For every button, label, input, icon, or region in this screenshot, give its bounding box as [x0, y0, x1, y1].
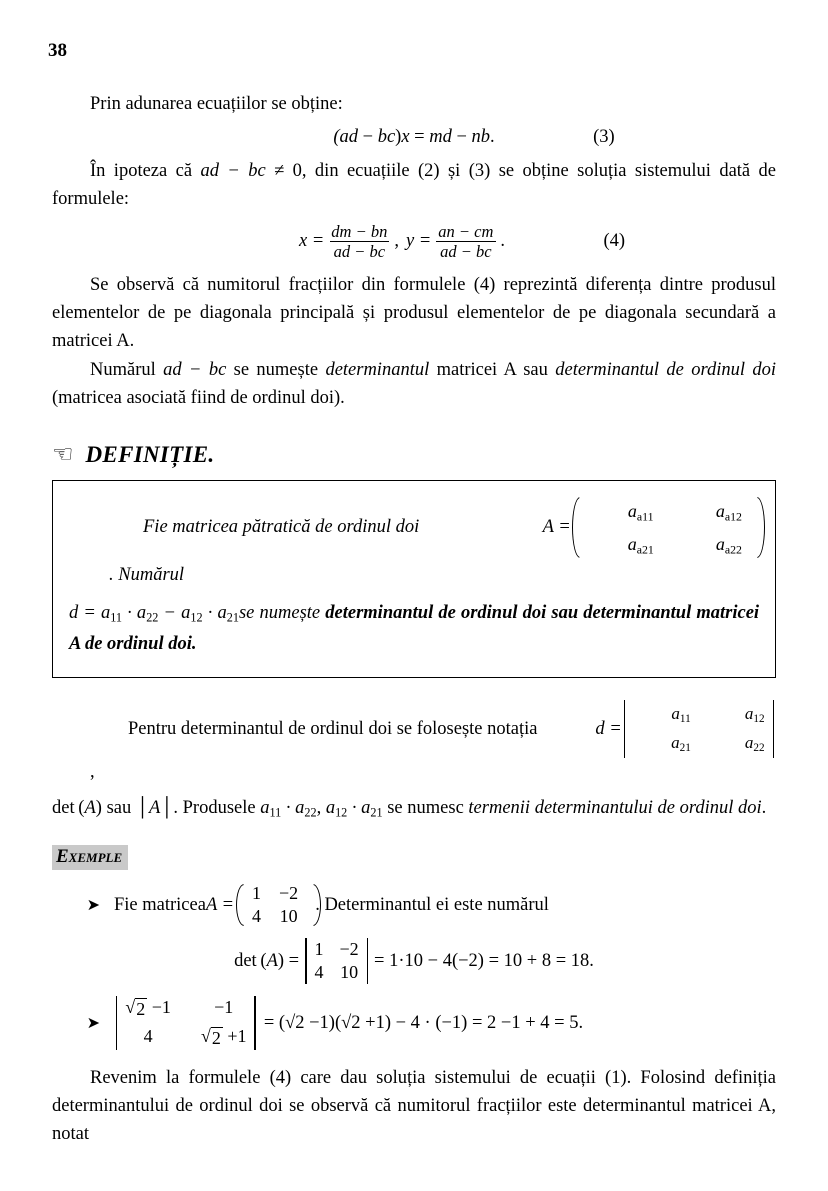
- equation-4-number: (4): [603, 231, 626, 252]
- definition-box: [52, 480, 776, 678]
- example-1-computation: det (A) = 1 −2 4 10 = 1·10 − 4(−2) = 10 + 8 = 18.: [234, 939, 594, 983]
- equation-4-y-label: y =: [405, 231, 432, 252]
- fraction-x: $\frac{dm - bn}{ad - bc}$: [331, 222, 388, 262]
- paragraph-notation-cont: det (A) sau │A│. Produsele $a_{11} \cdot a_{22}$, $a_{12} \cdot a_{21}$ se numesc termenii determinantului de ordinul doi.: [52, 798, 767, 820]
- matrix-example-1: 1 −2 4 10: [235, 882, 315, 928]
- equation-3: [52, 127, 776, 148]
- equation-4: x = $\frac{dm - bn}{ad - bc}$ , y = $\frac{an - cm}{ad - bc}$ . (4): [298, 222, 626, 262]
- paragraph-closing: Revenim la formulele (4) care dau soluția sistemului de ecuații (1). Folosind definiția determinantului de ordinul doi se observă că numitorul fracțiilor este determinantul matricei A, notat: [52, 1068, 776, 1145]
- expr-ad-minus-bc: ad − bc: [200, 161, 266, 182]
- page-number: 38: [48, 40, 67, 61]
- left-paren: [571, 495, 582, 560]
- arrow-bullet-icon: ➤: [86, 897, 100, 915]
- definition-heading: [52, 442, 776, 468]
- arrow-bullet-icon: ➤: [86, 1015, 100, 1033]
- right-paren: [748, 495, 759, 560]
- definition-line-1: Fie matricea pătratică de ordinul doi A = $a_{a11}$ $a_{a12}$ $a_{a21}$ $a_{a22}$ . Numărul: [69, 495, 759, 592]
- absolute-value-notation: │A│: [135, 798, 174, 819]
- fraction-y: $\frac{an - cm}{ad - bc}$: [434, 222, 497, 261]
- matrix-A-general: $a_{a11}$ $a_{a12}$ $a_{a21}$ $a_{a22}$: [571, 495, 759, 560]
- determinant-bars-example-1: 1 −2 4 10: [303, 938, 370, 984]
- example-1: ➤ Fie matricea A = 1 −2 4 10 . Determinantul ei este numărul: [52, 882, 776, 928]
- determinant-bars-example-2: √ 2 −1 −1 4 √ 2 +1: [114, 996, 258, 1050]
- page-content: [52, 90, 776, 1150]
- paragraph-notation: Pentru determinantul de ordinul doi se folosește notația d = $a_{11}$ $a_{12}$ $a_{21}$ $a_{22}$ ,: [52, 700, 776, 786]
- examples-label: Exemple: [52, 845, 128, 870]
- equation-3-number: (3): [593, 127, 615, 148]
- paragraph-intro: Prin adunarea ecuațiilor se obține:: [90, 94, 343, 114]
- paragraph-hypothesis: În ipoteza că ad − bc ≠ 0, din ecuațiile (2) și (3) se obține soluția sistemului dată de formulele:: [52, 161, 777, 210]
- pointing-hand-icon: ☞: [52, 442, 74, 469]
- example-2: ➤ √ 2 −1 −1 4 √ 2 +1 = (√2 −1)(√2 +1) − 4 · (−1) = 2 −1 + 4 = 5.: [52, 996, 776, 1050]
- determinant-bars-notation: $a_{11}$ $a_{12}$ $a_{21}$ $a_{22}$: [622, 700, 776, 758]
- examples-section: [52, 823, 776, 876]
- definition-title: DEFINIȚIE.: [85, 442, 215, 468]
- equation-4-x-label: x =: [298, 231, 325, 252]
- paragraph-observation: Se observă că numitorul fracțiilor din formulele (4) reprezintă diferența dintre produsul elementelor de pe diagonala principală și produsul elementelor de pe diagonala secundară a matricei A.: [52, 274, 776, 351]
- definition-line-2: $d = a_{11} \cdot a_{22} - a_{12} \cdot a_{21}se$ numește determinantul de ordinul doi sau determinantul matricei A de ordinul doi.: [69, 602, 760, 655]
- equation-3-expression: (ad − bc)x = md − nb.: [333, 127, 495, 148]
- paragraph-number-definition: Numărul ad − bc se numește determinantul matricei A sau determinantul de ordinul doi (matricea asociată fiind de ordinul doi).: [52, 359, 777, 409]
